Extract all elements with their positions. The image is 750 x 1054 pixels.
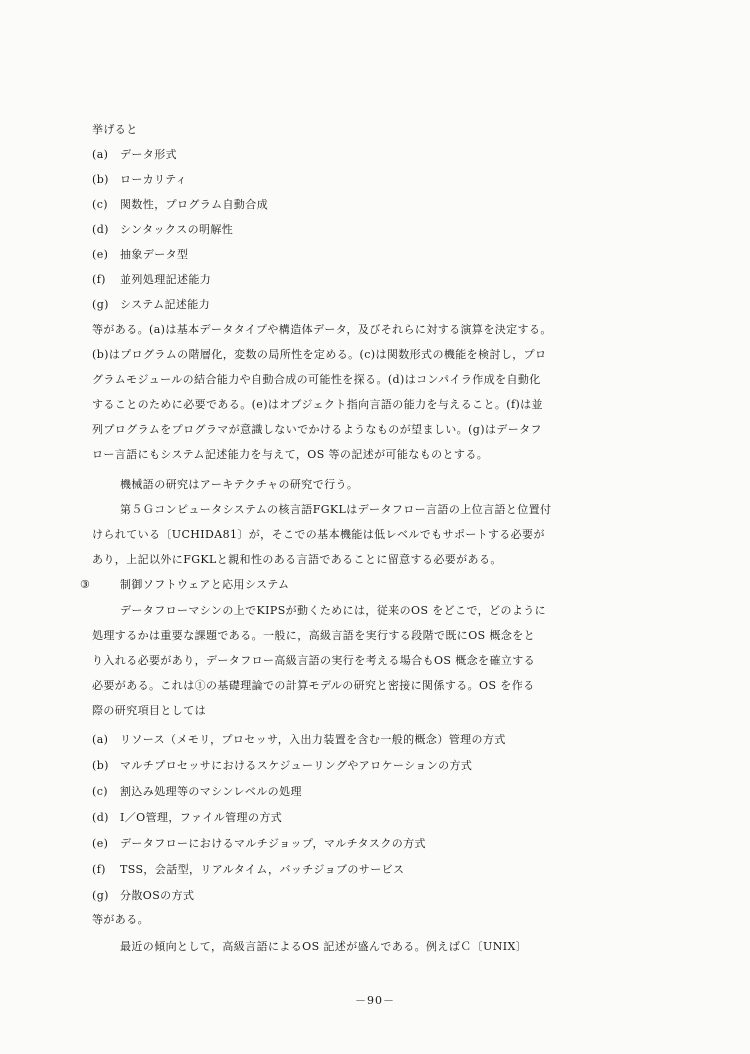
paragraph-line: 列プログラムをプログラマが意識しないでかけるようなものが望ましい。(g)はデータフ [92,423,542,436]
list-item-text: シンタックスの明解性 [120,223,234,236]
list-item-text: データフローにおけるマルチジョップ，マルチタスクの方式 [120,837,426,850]
list-item-label: (g) [92,298,109,311]
list-item-text: 並列処理記述能力 [120,273,212,286]
list-item-label: (c) [92,198,108,211]
paragraph-line: ロー言語にもシステム記述能力を与えて，OS 等の記述が可能なものとする。 [92,448,489,461]
list-item-text: I／O管理，ファイル管理の方式 [120,811,283,824]
paragraph-line: (b)はプログラムの階層化，変数の局所性を定める。(c)は関数形式の機能を検討し，プロ [92,348,547,361]
list-item [92,785,652,799]
list-item [92,811,652,825]
paragraph-line: 際の研究項目としては [92,704,206,717]
list-item [92,223,652,237]
paragraph-line: 必要がある。これは①の基礎理論での計算モデルの研究と密接に関係する。OS を作る [92,679,535,692]
list-item [92,148,652,162]
list-item [92,273,652,287]
paragraph-line: あり，上記以外にFGKLと親和性のある言語であることに留意する必要がある。 [92,553,502,566]
list-item-text: システム記述能力 [120,298,211,311]
list-item-text: データ形式 [120,148,177,161]
list-item [92,759,652,773]
paragraph-line: り入れる必要があり，データフロー高級言語の実行を考える場合もOS 概念を確立する [92,654,536,667]
list-item-text: 抽象データ型 [120,248,189,261]
list-item-text: TSS，会話型，リアルタイム，バッチジョブのサービス [120,863,405,876]
list-item [92,837,652,851]
list-item-label: (f) [92,863,106,876]
list-item-text: ローカリティ [120,173,188,186]
list-item-label: (g) [92,889,109,902]
list-item-label: (d) [92,223,109,236]
page-number: －90－ [355,994,395,1007]
paragraph-line: 等がある。 [92,913,149,926]
list-item [92,173,652,187]
list-item-label: (e) [92,837,109,850]
paragraph-line: 機械語の研究はアーキテクチャの研究で行う。 [120,478,359,491]
paragraph-line: することのために必要である。(e)はオブジェクト指向言語の能力を与えること。(f)は並 [92,398,543,411]
list-item-text: リソース（メモリ，プロセッサ，入出力装置を含む一般的概念）管理の方式 [120,733,506,746]
list-item-label: (e) [92,248,109,261]
list-item-text: 関数性，プログラム自動合成 [120,198,269,211]
list-item-text: 割込み処理等のマシンレベルの処理 [120,785,302,798]
paragraph-line: 第５Ｇコンピュータシステムの核言語FGKLはデータフロー言語の上位言語と位置付 [120,503,552,516]
list-item [92,889,652,903]
section-number: ③ [80,578,91,591]
paragraph-line: けられている〔UCHIDA81〕が，そこでの基本機能は低レベルでもサポートする必要が [92,528,545,541]
paragraph-line: 最近の傾向として，高級言語によるOS 記述が盛んである。例えばＣ〔UNIX〕 [120,940,528,953]
list-item [92,733,652,747]
list-item-label: (a) [92,733,109,746]
list-item-text: 分散OSの方式 [120,889,195,902]
list-item-label: (c) [92,785,108,798]
intro-text: 挙げると [92,123,138,136]
list-item-label: (f) [92,273,106,286]
list-item-label: (d) [92,811,109,824]
paragraph-line: データフローマシンの上でKIPSが動くためには，従来のOS をどこで，どのように [120,604,547,617]
list-item-label: (b) [92,173,109,186]
paragraph-line: 等がある。(a)は基本データタイプや構造体データ，及びそれらに対する演算を決定する。 [92,323,552,336]
list-item [92,298,652,312]
list-item-label: (a) [92,148,109,161]
section-title: 制御ソフトウェアと応用システム [120,578,290,591]
paragraph-line: 処理するかは重要な課題である。一般に，高級言語を実行する段階で既にOS 概念をと [92,629,536,642]
list-item [92,863,652,877]
list-item-text: マルチプロセッサにおけるスケジューリングやアロケーションの方式 [120,759,473,772]
list-item [92,248,652,262]
list-item-label: (b) [92,759,109,772]
section-heading [80,578,640,592]
paragraph-line: グラムモジュールの結合能力や自動合成の可能性を探る。(d)はコンパイラ作成を自動化 [92,373,541,386]
list-item [92,198,652,212]
